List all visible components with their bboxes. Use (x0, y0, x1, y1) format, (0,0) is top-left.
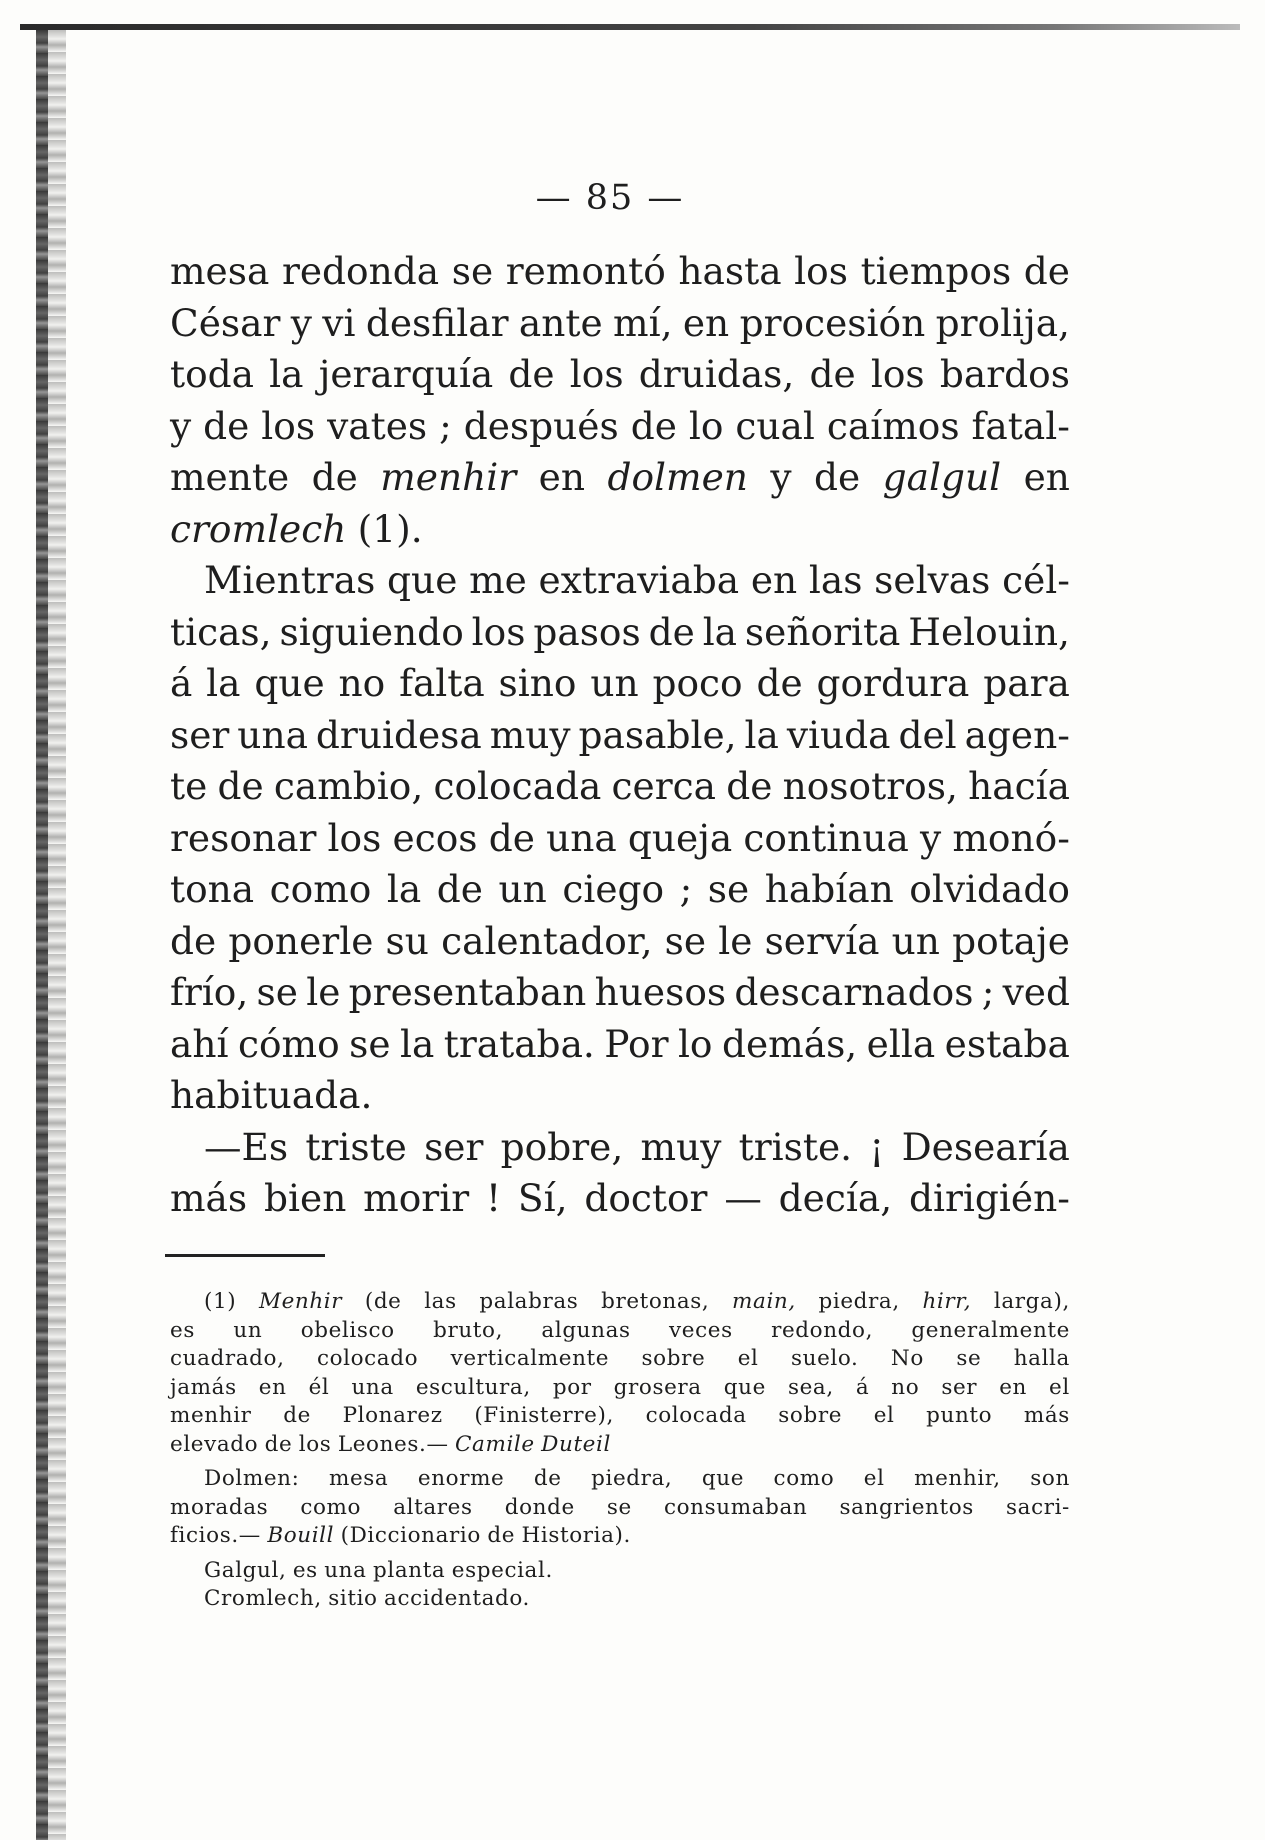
word: descarnados (734, 970, 974, 1014)
word: sino (498, 661, 577, 705)
word: ticas, (170, 609, 272, 654)
word: hacía (968, 764, 1070, 808)
word: de (726, 764, 773, 808)
word: ahí (170, 1021, 229, 1066)
word: tona (170, 867, 255, 911)
word: lo (677, 1021, 713, 1066)
footnote-line (170, 1557, 1070, 1586)
word: grosera (613, 1374, 702, 1400)
footnote-line (170, 1465, 1070, 1494)
italic-word: Menhir (258, 1289, 343, 1314)
footnote-line (170, 1317, 1070, 1346)
word: vi (322, 300, 356, 345)
word: de (814, 455, 861, 499)
text-line (170, 864, 1070, 916)
word: veces (669, 1317, 733, 1343)
word: doctor (584, 1176, 708, 1220)
word: cerca (611, 764, 716, 808)
word: los (261, 403, 316, 448)
word: cual (735, 403, 815, 448)
word: ficios.— (170, 1523, 261, 1548)
word: (1) (204, 1289, 237, 1314)
word: en (1023, 455, 1070, 499)
word: generalmente (911, 1317, 1070, 1343)
word: Galgul, (204, 1557, 287, 1583)
word: caímos (826, 403, 960, 448)
word: y (920, 815, 942, 860)
text-line (170, 607, 1070, 659)
word: los (327, 815, 382, 860)
word: muy (489, 712, 571, 757)
word: toda (170, 352, 255, 396)
word: sitio (328, 1586, 378, 1611)
word: se (349, 1021, 391, 1066)
word: prolija, (935, 300, 1070, 345)
word: las (808, 558, 863, 602)
word: siguiendo (279, 609, 464, 654)
word: de (533, 1466, 562, 1491)
word: ; (679, 867, 693, 911)
word: más (1023, 1403, 1070, 1428)
text-line (170, 967, 1070, 1019)
word: mesa (170, 249, 270, 293)
word: larga), (993, 1289, 1070, 1314)
footnote-line (170, 1288, 1070, 1317)
word: druidas, (638, 352, 795, 396)
word: falta (399, 661, 485, 705)
word: se (256, 970, 298, 1014)
page-number: — 85 — (535, 178, 685, 218)
word: procesión (739, 300, 926, 345)
word: y (290, 300, 312, 345)
word: ella (866, 1021, 936, 1066)
word: agen- (964, 712, 1070, 757)
text-line (170, 658, 1070, 710)
text-line (170, 452, 1070, 504)
word: pasos (533, 609, 641, 654)
word: como (773, 1466, 835, 1491)
word: ¡ (869, 1124, 885, 1169)
word: César (170, 300, 281, 345)
word: especial. (451, 1557, 553, 1583)
word: decía, (778, 1176, 893, 1220)
word: en (682, 300, 730, 345)
word: piedra, (818, 1289, 900, 1314)
word: enorme (417, 1466, 505, 1491)
word: ante (518, 300, 603, 345)
word: obelisco (300, 1317, 395, 1343)
word: sobre (778, 1403, 843, 1428)
word: Leones.— (337, 1431, 449, 1457)
word: altares (393, 1494, 473, 1520)
word: morir (363, 1176, 470, 1220)
word: ved (1002, 970, 1070, 1014)
word: que (254, 661, 325, 705)
word: ser (424, 1124, 484, 1169)
italic-word: Camile (454, 1431, 535, 1457)
word: accidentado. (384, 1586, 530, 1611)
word: menhir (170, 1403, 252, 1428)
word: cambio, (273, 764, 424, 808)
word: no (338, 661, 386, 705)
word: presentaban (348, 970, 587, 1014)
word: Plonarez (342, 1403, 443, 1428)
word: las (424, 1289, 457, 1314)
word: redonda (281, 249, 440, 293)
word: en (999, 1374, 1027, 1400)
text-line (170, 401, 1070, 453)
footnote-divider (165, 1254, 325, 1257)
word: suelo. (790, 1346, 859, 1371)
word: palabras (479, 1289, 579, 1314)
word: ; (439, 403, 452, 448)
word: Cromlech, (204, 1586, 322, 1611)
word: los (794, 249, 848, 293)
word: sangrientos (839, 1494, 974, 1520)
word: cómo (237, 1021, 340, 1066)
word: el (737, 1346, 759, 1371)
italic-word: Duteil (541, 1431, 611, 1457)
word: vates (327, 403, 428, 448)
italic-word: dolmen (607, 455, 748, 499)
word: para (983, 661, 1070, 705)
word: el (863, 1466, 885, 1491)
word: moradas (170, 1494, 269, 1520)
word: del (898, 712, 957, 757)
word: servía (764, 918, 880, 963)
word: redondo, (771, 1317, 874, 1343)
footnote-line (170, 1494, 1070, 1523)
word: colocada (645, 1403, 747, 1428)
word: me (469, 558, 527, 602)
word: mesa (328, 1466, 389, 1491)
word: (de (364, 1289, 402, 1314)
word: consumaban (664, 1494, 808, 1520)
word: es (170, 1317, 195, 1343)
word: la (269, 352, 304, 396)
word: en (258, 1374, 287, 1400)
footnote-line (170, 1345, 1070, 1374)
word: de (170, 918, 217, 963)
word: remontó (505, 249, 666, 293)
footnote-line (170, 1402, 1070, 1431)
word: cél- (1002, 558, 1070, 602)
word: de (648, 609, 695, 654)
footnote-line (170, 1374, 1070, 1403)
word: ; (981, 970, 995, 1014)
word: un (891, 918, 940, 963)
word: bien (264, 1176, 347, 1220)
word: la (386, 867, 422, 911)
word: los (870, 352, 925, 396)
word: más (170, 1176, 248, 1220)
word: Helouin, (908, 609, 1070, 654)
word: (Finisterre), (474, 1403, 614, 1428)
word: una (546, 815, 617, 860)
word: poco (652, 661, 743, 705)
word: que (387, 558, 458, 602)
word: muy (640, 1124, 722, 1169)
word: halla (1013, 1346, 1070, 1371)
word: ser (941, 1374, 978, 1400)
italic-word: menhir (380, 455, 517, 499)
word: piedra, (591, 1466, 673, 1491)
word: selvas (874, 558, 991, 602)
word: (1). (357, 506, 423, 551)
word: (Diccionario (340, 1523, 481, 1548)
word: No (890, 1346, 924, 1371)
word: monó- (952, 815, 1070, 860)
word: verticalmente (450, 1346, 610, 1371)
word: en (538, 455, 586, 499)
word: pasable, (578, 712, 737, 757)
word: de (508, 352, 555, 396)
word: de (264, 1431, 293, 1457)
word: se (707, 867, 750, 911)
word: le (718, 918, 753, 963)
word: se (451, 249, 494, 293)
word: triste (305, 1124, 407, 1169)
word: colocado (316, 1346, 419, 1371)
word: á (855, 1374, 870, 1400)
word: hasta (678, 249, 782, 293)
footnotes (170, 1288, 1070, 1614)
word: demás, (721, 1021, 858, 1066)
word: el (873, 1403, 895, 1428)
word: Historia). (521, 1523, 631, 1548)
word: y (770, 455, 792, 499)
word: la (702, 609, 738, 654)
word: de (203, 403, 250, 448)
word: se (606, 1494, 632, 1520)
text-line (170, 813, 1070, 865)
word: se (956, 1346, 982, 1371)
word: la (206, 661, 241, 705)
word: desfilar (365, 300, 509, 345)
italic-word: Bouill (267, 1523, 335, 1548)
word: que (723, 1374, 766, 1400)
word: como (269, 867, 372, 911)
word: potaje (952, 918, 1070, 963)
word: Sí, (517, 1176, 568, 1220)
word: cuadrado, (170, 1346, 285, 1371)
word: su (385, 918, 429, 963)
text-line (170, 504, 1070, 556)
text-line (170, 761, 1070, 813)
word: de (436, 867, 483, 911)
word: de (630, 403, 677, 448)
word: donde (504, 1494, 575, 1520)
word: una (351, 1374, 394, 1400)
word: bruto, (433, 1317, 504, 1343)
word: tiempos (860, 249, 1012, 293)
word: de (809, 352, 856, 396)
word: olvidado (909, 867, 1070, 911)
word: no (891, 1374, 920, 1400)
word: menhir, (914, 1466, 1001, 1491)
word: un (233, 1317, 263, 1343)
word: continua (743, 815, 909, 860)
word: queja (627, 815, 733, 860)
word: jamás (170, 1374, 237, 1400)
italic-word: main, (732, 1289, 796, 1314)
word: bardos (939, 352, 1070, 396)
word: un (590, 661, 639, 705)
word: después (463, 403, 619, 448)
text-line (170, 349, 1070, 401)
word: ser (170, 712, 230, 757)
word: ecos (392, 815, 478, 860)
word: lo (688, 403, 724, 448)
word: —Es (204, 1124, 289, 1169)
word: frío, (170, 970, 249, 1014)
word: druidesa (315, 712, 482, 757)
text-line (170, 1019, 1070, 1071)
word: estaba (944, 1021, 1070, 1066)
italic-word: cromlech (170, 506, 347, 551)
word: mente (170, 455, 290, 499)
word: él (308, 1374, 330, 1400)
word: en (750, 558, 798, 602)
text-line (170, 710, 1070, 762)
text-line (170, 916, 1070, 968)
word: triste. (738, 1124, 853, 1169)
text-line (170, 1070, 1070, 1122)
word: gordura (816, 661, 970, 705)
footnote-line (170, 1522, 1070, 1551)
word: sea, (787, 1374, 834, 1400)
word: por (552, 1374, 592, 1400)
word: de (1023, 249, 1070, 293)
word: — (724, 1176, 762, 1220)
word: es (292, 1557, 318, 1583)
word: de (311, 455, 358, 499)
word: se (664, 918, 707, 963)
word: resonar (170, 815, 317, 860)
body-text (170, 246, 1070, 1225)
word: la (744, 712, 779, 757)
italic-word: galgul (882, 455, 1002, 499)
word: un (498, 867, 547, 911)
word: de (283, 1403, 311, 1428)
word: pobre, (500, 1124, 624, 1169)
word: Desearía (901, 1124, 1070, 1169)
word: elevado (170, 1431, 259, 1457)
word: jerarquía (318, 352, 494, 396)
word: de (217, 764, 264, 808)
text-line (170, 246, 1070, 298)
word: Mientras (204, 558, 376, 602)
word: una (324, 1557, 367, 1583)
word: ciego (562, 867, 665, 911)
text-line (170, 1173, 1070, 1225)
text-line (170, 555, 1070, 607)
word: á (170, 661, 193, 705)
word: los (569, 352, 624, 396)
word: punto (926, 1403, 993, 1428)
word: le (306, 970, 341, 1014)
word: fatal- (971, 403, 1070, 448)
word: el (1049, 1374, 1070, 1400)
word: los (298, 1431, 332, 1457)
word: de (487, 1523, 516, 1548)
word: sacri- (1006, 1494, 1070, 1520)
word: huesos (594, 970, 727, 1014)
footnote-line (170, 1431, 1070, 1460)
word: los (471, 609, 526, 654)
word: bretonas, (601, 1289, 710, 1314)
word: de (756, 661, 803, 705)
word: ! (485, 1176, 502, 1220)
word: extraviaba (538, 558, 740, 602)
word: algunas (541, 1317, 631, 1343)
word: escultura, (415, 1374, 531, 1400)
word: mí, (613, 300, 673, 345)
word: te (170, 764, 208, 808)
word: de (488, 815, 535, 860)
italic-word: hirr, (922, 1289, 972, 1314)
binding-edge (36, 30, 48, 1840)
word: son (1030, 1466, 1070, 1491)
word: la (399, 1021, 435, 1066)
footnote-line (170, 1585, 1070, 1614)
word: habituada. (170, 1073, 373, 1117)
word: sobre (641, 1346, 706, 1371)
word: nosotros, (782, 764, 958, 808)
word: viuda (786, 712, 891, 757)
text-line (170, 298, 1070, 350)
word: una (237, 712, 308, 757)
word: dirigién- (908, 1176, 1070, 1220)
word: que (701, 1466, 745, 1491)
word: como (300, 1494, 362, 1520)
word: trataba. (443, 1021, 595, 1066)
word: y (170, 403, 192, 448)
word: Dolmen: (204, 1466, 300, 1491)
word: Por (604, 1021, 669, 1066)
word: planta (372, 1557, 446, 1583)
word: señorita (744, 609, 901, 654)
word: habían (764, 867, 894, 911)
text-line (170, 1122, 1070, 1174)
binding-edge-shadow (48, 30, 66, 1840)
word: colocada (433, 764, 602, 808)
top-edge-rule (20, 24, 1240, 30)
word: calentador, (441, 918, 653, 963)
word: ponerle (228, 918, 374, 963)
